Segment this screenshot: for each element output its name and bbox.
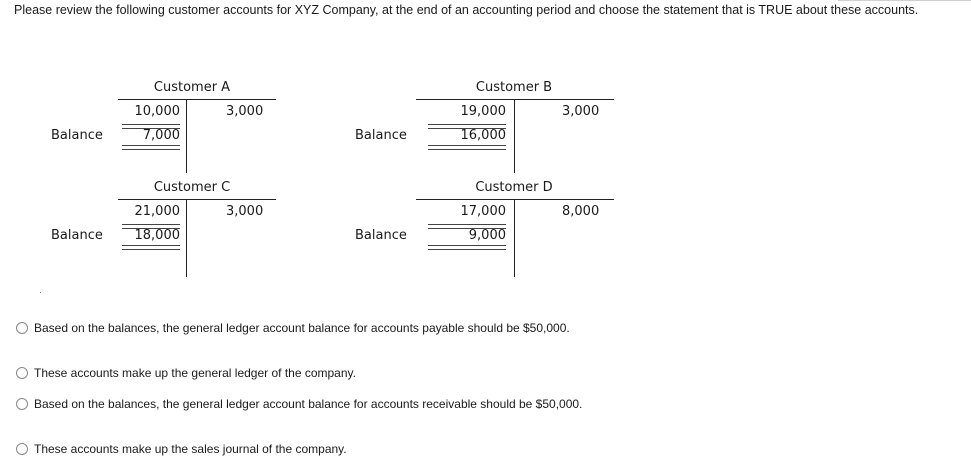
balance-amount: 7,000: [142, 128, 180, 143]
balance-amount: 18,000: [134, 228, 180, 243]
credit-amount: 3,000: [226, 104, 264, 119]
balance-double-underline: [122, 245, 180, 250]
balance-label: Balance: [51, 228, 103, 243]
credit-amount: 3,000: [562, 104, 600, 119]
t-vertical-line: [514, 199, 515, 277]
balance-label: Balance: [355, 128, 407, 143]
balance-amount: 16,000: [460, 128, 506, 143]
t-horizontal-line: [416, 99, 614, 100]
answer-option-3[interactable]: [16, 397, 582, 411]
balance-label: Balance: [51, 128, 103, 143]
credit-amount: 3,000: [226, 204, 264, 219]
account-title: Customer D: [475, 180, 553, 195]
account-title: Customer B: [475, 80, 553, 95]
account-title: Customer C: [153, 180, 231, 195]
answer-option-2[interactable]: [16, 366, 356, 380]
credit-amount: 8,000: [562, 204, 600, 219]
option-label: These accounts make up the sales journal of the company.: [34, 442, 347, 456]
t-vertical-line: [186, 99, 187, 173]
balance-label: Balance: [355, 228, 407, 243]
t-horizontal-line: [416, 199, 614, 200]
balance-double-underline: [122, 145, 180, 150]
answer-option-1[interactable]: [16, 321, 570, 335]
balance-double-underline: [428, 145, 506, 150]
question-text: Please review the following customer accounts for XYZ Company, at the end of an accounting period and choose the statement that is TRUE about these accounts.: [14, 3, 919, 17]
t-vertical-line: [186, 199, 187, 277]
balance-amount: 9,000: [468, 228, 506, 243]
account-title: Customer A: [153, 80, 231, 95]
debit-amount: 21,000: [134, 204, 180, 219]
t-horizontal-line: [118, 199, 276, 200]
top-divider: [838, 0, 971, 1]
option-label: These accounts make up the general ledger of the company.: [34, 366, 356, 380]
option-label: Based on the balances, the general ledger account balance for accounts payable should be $50,000.: [34, 321, 570, 335]
radio-button[interactable]: [16, 367, 28, 379]
stray-dot: [40, 292, 41, 293]
balance-double-underline: [428, 245, 506, 250]
radio-button[interactable]: [16, 398, 28, 410]
debit-amount: 10,000: [134, 104, 180, 119]
t-horizontal-line: [118, 99, 276, 100]
option-label: Based on the balances, the general ledger account balance for accounts receivable should be $50,000.: [34, 397, 583, 411]
radio-button[interactable]: [16, 322, 28, 334]
debit-amount: 17,000: [460, 204, 506, 219]
debit-amount: 19,000: [460, 104, 506, 119]
radio-button[interactable]: [16, 443, 28, 455]
answer-option-4[interactable]: [16, 442, 347, 456]
t-vertical-line: [514, 99, 515, 173]
